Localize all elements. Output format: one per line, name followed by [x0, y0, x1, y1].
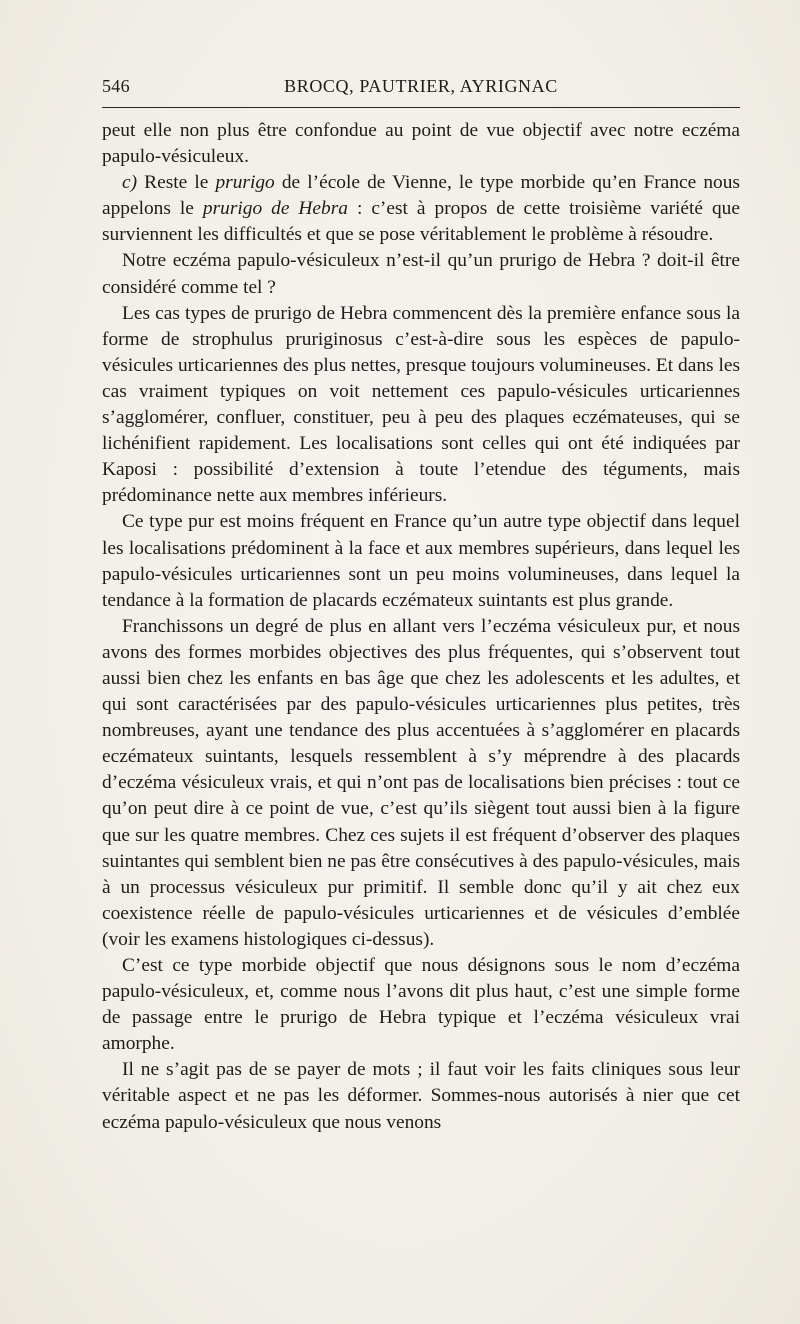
italic-term-prurigo-de-hebra: prurigo de Hebra: [202, 198, 348, 220]
paragraph-2-text-2: de l’école de Vienne, le type morbide qu’en France nous appelons le: [102, 172, 740, 220]
paragraph-1: peut elle non plus être confondue au point de vue objectif avec notre eczéma papulo-vésiculeux.: [102, 120, 740, 168]
paragraph-2-text-1: Reste le: [137, 172, 216, 194]
header-rule: [102, 107, 740, 108]
page-header: [102, 72, 740, 102]
paragraph-2-text-3: : c’est à propos de cette troisième variété que surviennent les difficultés et que se pose véritablement le problème à résoudre.: [102, 198, 740, 246]
page-number: 546: [102, 76, 130, 96]
list-marker: c): [122, 172, 138, 194]
paragraph-4: Les cas types de prurigo de Hebra commencent dès la première enfance sous la forme de strophulus pruriginosus c’est-à-dire sous les espèces de papulo-vésicules urticariennes des plus nettes, presque toujours volumineuses. Et dans les cas vraiment typiques on voit nettement ces papulo-vésicules urticariennes s’agglomérer, confluer, constituer, peu à peu des plaques eczémateuses, qui se lichénifient rapidement. Les localisations sont celles qui ont été indiquées par Kaposi : possibilité d’extension à toute l’etendue des téguments, mais prédominance nette aux membres inférieurs.: [102, 302, 740, 507]
running-head: BROCQ, PAUTRIER, AYRIGNAC: [284, 76, 558, 96]
paragraph-3: Notre eczéma papulo-vésiculeux n’est-il qu’un prurigo de Hebra ? doit-il être considéré comme tel ?: [102, 250, 740, 298]
body-text: [102, 118, 740, 1136]
paragraph-7: C’est ce type morbide objectif que nous désignons sous le nom d’eczéma papulo-vésiculeux, et, comme nous l’avons dit plus haut, c’est une simple forme de passage entre le prurigo de Hebra typique et l’eczéma vésiculeux vrai amorphe.: [102, 955, 740, 1055]
paragraph-8: Il ne s’agit pas de se payer de mots ; il faut voir les faits cliniques sous leur véritable aspect et ne pas les déformer. Sommes-nous autorisés à nier que cet eczéma papulo-vésiculeux que nous venons: [102, 1059, 740, 1133]
paragraph-5: Ce type pur est moins fréquent en France qu’un autre type objectif dans lequel les localisations prédominent à la face et aux membres supérieurs, dans lequel les papulo-vésicules urticariennes sont un peu moins volumineuses, dans lequel la tendance à la formation de placards eczémateux suintants est plus grande.: [102, 511, 740, 611]
paragraph-2: [102, 170, 740, 248]
italic-term-prurigo: prurigo: [215, 172, 275, 194]
paragraph-6: Franchissons un degré de plus en allant vers l’eczéma vésiculeux pur, et nous avons des formes morbides objectives des plus fréquentes, qui s’observent tout aussi bien chez les enfants en bas âge que chez les adolescents et les adultes, et qui sont caractérisées par des papulo-vésicules urticariennes plus petites, très nombreuses, ayant une tendance des plus accentuées à s’agglomérer en placards eczémateux suintants, lesquels ressemblent à s’y méprendre à des placards d’eczéma vésiculeux vrais, et qui n’ont pas de localisations bien précises : tout ce qu’on peut dire à ce point de vue, c’est qu’ils siègent tout aussi bien à la figure que sur les quatre membres. Chez ces sujets il est fréquent d’observer des plaques suintantes qui semblent bien ne pas être consécutives à des papulo-vésicules, mais à un processus vésiculeux pur primitif. Il semble donc qu’il y ait chez eux coexistence réelle de papulo-vésicules urticariennes et de vésicules d’emblée (voir les examens histologiques ci-dessus).: [102, 615, 740, 950]
